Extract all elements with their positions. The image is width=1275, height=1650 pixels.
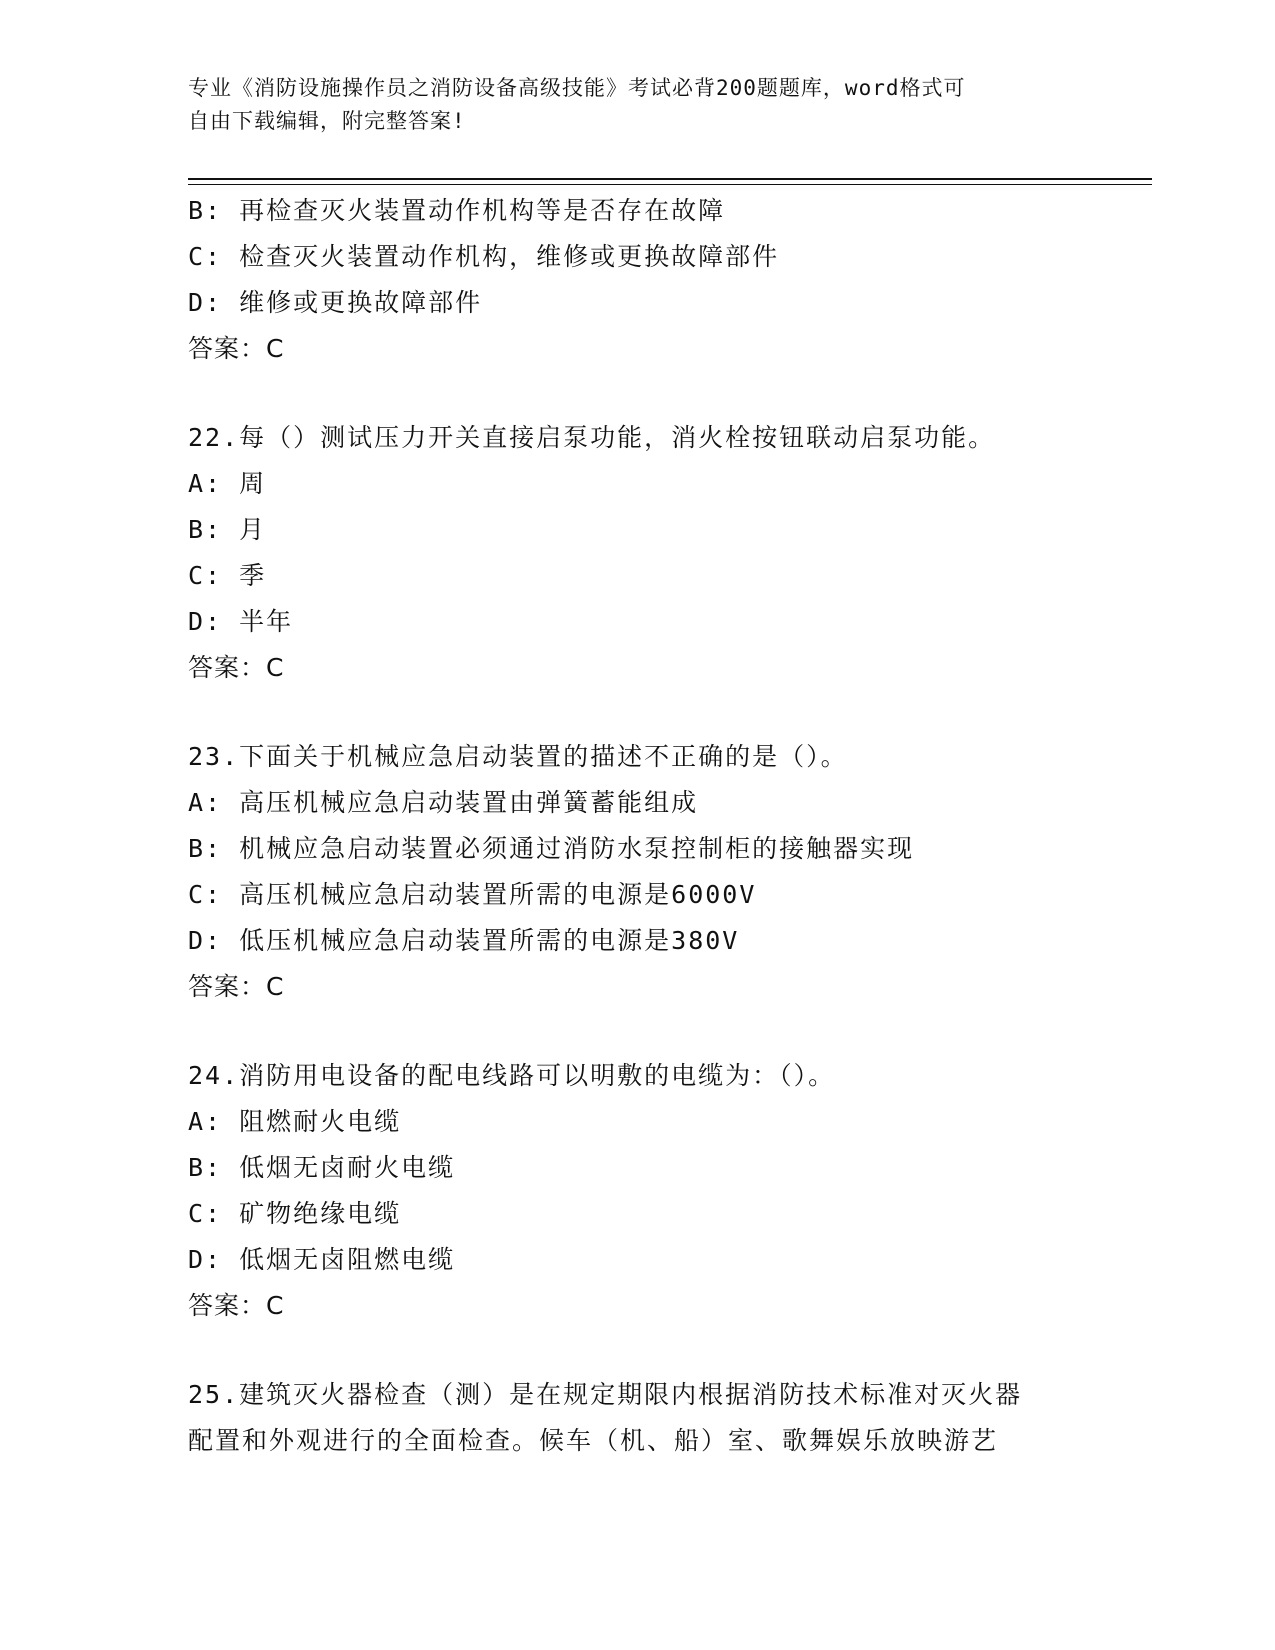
question-stem-line-2: 配置和外观进行的全面检查。候车（机、船）室、歌舞娱乐放映游艺 [188, 1426, 999, 1455]
answer: 答案：C [188, 334, 285, 363]
question-23 [188, 734, 1088, 1010]
question-stem: 24.消防用电设备的配电线路可以明敷的电缆为：（）。 [188, 1061, 836, 1090]
spacer [188, 372, 1088, 415]
question-stem: 23.下面关于机械应急启动装置的描述不正确的是（）。 [188, 742, 848, 771]
header-line-1: 专业《消防设施操作员之消防设备高级技能》考试必背200题题库，word格式可 [188, 76, 966, 100]
question-stem-line-1: 25.建筑灭火器检查（测）是在规定期限内根据消防技术标准对灭火器 [188, 1380, 1023, 1409]
option-a: A: 高压机械应急启动装置由弹簧蓄能组成 [188, 788, 699, 817]
question-stem: 22.每（）测试压力开关直接启泵功能，消火栓按钮联动启泵功能。 [188, 423, 996, 452]
spacer [188, 691, 1088, 734]
answer: 答案：C [188, 1291, 285, 1320]
option-c: C: 季 [188, 561, 267, 590]
option-d: D: 半年 [188, 607, 294, 636]
header-divider-thin [188, 184, 1152, 185]
option-c: C: 矿物绝缘电缆 [188, 1199, 402, 1228]
question-21-tail [188, 188, 1088, 372]
option-b: B: 低烟无卤耐火电缆 [188, 1153, 456, 1182]
question-25 [188, 1372, 1088, 1464]
option-d: D: 低烟无卤阻燃电缆 [188, 1245, 456, 1274]
option-c: C: 检查灭火装置动作机构，维修或更换故障部件 [188, 242, 780, 271]
header-line-2: 自由下载编辑，附完整答案! [188, 109, 466, 133]
header-divider-thick [188, 178, 1152, 180]
question-22 [188, 415, 1088, 691]
spacer [188, 1329, 1088, 1372]
option-d: D: 维修或更换故障部件 [188, 288, 483, 317]
answer: 答案：C [188, 972, 285, 1001]
option-d: D: 低压机械应急启动装置所需的电源是380V [188, 926, 740, 955]
option-a: A: 阻燃耐火电缆 [188, 1107, 402, 1136]
question-list [188, 188, 1088, 1464]
spacer [188, 1010, 1088, 1053]
option-a: A: 周 [188, 469, 267, 498]
document-header [188, 72, 1088, 138]
option-b: B: 再检查灭火装置动作机构等是否存在故障 [188, 196, 726, 225]
option-c: C: 高压机械应急启动装置所需的电源是6000V [188, 880, 757, 909]
question-24 [188, 1053, 1088, 1329]
option-b: B: 机械应急启动装置必须通过消防水泵控制柜的接触器实现 [188, 834, 915, 863]
option-b: B: 月 [188, 515, 267, 544]
answer: 答案：C [188, 653, 285, 682]
